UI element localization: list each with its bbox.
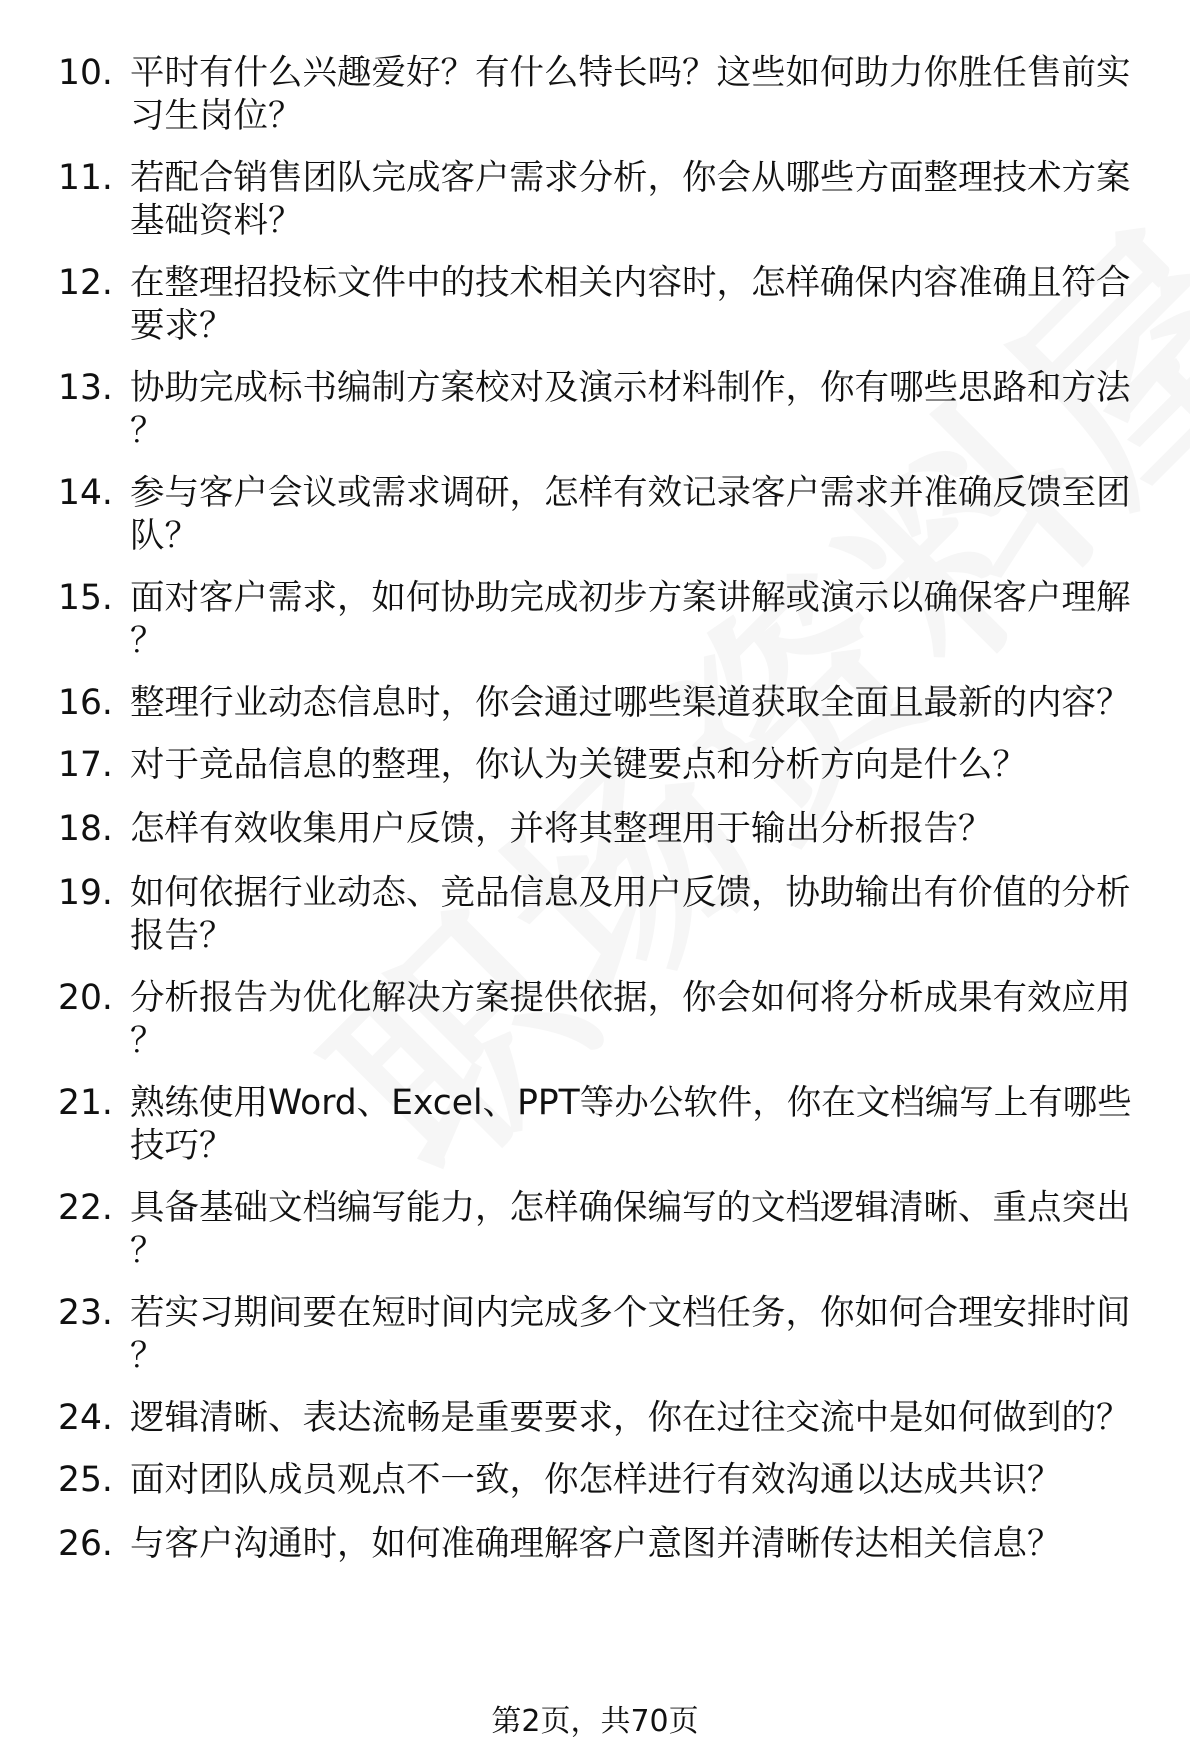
- list-item: [58, 1397, 1148, 1440]
- item-number: 17.: [58, 745, 113, 785]
- item-text: 面对客户需求，如何协助完成初步方案讲解或演示以确保客户理解？: [130, 578, 1131, 661]
- item-text: 整理行业动态信息时，你会通过哪些渠道获取全面且最新的内容？: [130, 683, 1131, 723]
- list-item: [58, 977, 1148, 1063]
- item-number: 24.: [58, 1398, 113, 1438]
- item-number: 26.: [58, 1524, 113, 1564]
- item-text: 参与客户会议或需求调研，怎样有效记录客户需求并准确反馈至团队？: [130, 473, 1131, 556]
- list-item: [58, 682, 1148, 725]
- item-text: 若实习期间要在短时间内完成多个文档任务，你如何合理安排时间？: [130, 1293, 1131, 1376]
- item-number: 11.: [58, 158, 113, 198]
- item-text: 与客户沟通时，如何准确理解客户意图并清晰传达相关信息？: [130, 1524, 1062, 1564]
- item-number: 20.: [58, 978, 113, 1018]
- item-text: 平时有什么兴趣爱好？有什么特长吗？这些如何助力你胜任售前实习生岗位？: [130, 53, 1131, 136]
- item-text: 协助完成标书编制方案校对及演示材料制作，你有哪些思路和方法？: [130, 368, 1131, 451]
- list-item: [58, 1459, 1148, 1502]
- list-item: [58, 1523, 1148, 1566]
- item-number: 14.: [58, 473, 113, 513]
- item-text: 具备基础文档编写能力，怎样确保编写的文档逻辑清晰、重点突出？: [130, 1188, 1131, 1271]
- item-text: 怎样有效收集用户反馈，并将其整理用于输出分析报告？: [130, 809, 993, 849]
- item-number: 19.: [58, 873, 113, 913]
- item-text: 若配合销售团队完成客户需求分析，你会从哪些方面整理技术方案基础资料？: [130, 158, 1131, 241]
- list-item: [58, 1187, 1148, 1273]
- item-number: 10.: [58, 53, 113, 93]
- page-indicator: 第2页，共70页: [491, 1704, 699, 1739]
- list-item: [58, 157, 1148, 243]
- item-number: 16.: [58, 683, 113, 723]
- list-item: [58, 367, 1148, 453]
- item-text: 面对团队成员观点不一致，你怎样进行有效沟通以达成共识？: [130, 1460, 1062, 1500]
- item-number: 23.: [58, 1293, 113, 1333]
- list-item: [58, 808, 1148, 851]
- list-item: [58, 872, 1148, 958]
- list-item: [58, 1082, 1148, 1168]
- list-item: [58, 262, 1148, 348]
- list-item: [58, 744, 1148, 787]
- list-item: [58, 1292, 1148, 1378]
- list-item: [58, 577, 1148, 663]
- item-text: 在整理招投标文件中的技术相关内容时，怎样确保内容准确且符合要求？: [130, 263, 1131, 346]
- item-number: 13.: [58, 368, 113, 408]
- item-text: 如何依据行业动态、竞品信息及用户反馈，协助输出有价值的分析报告？: [130, 873, 1131, 956]
- item-number: 12.: [58, 263, 113, 303]
- item-number: 18.: [58, 809, 113, 849]
- item-text: 熟练使用Word、Excel、PPT等办公软件，你在文档编写上有哪些技巧？: [130, 1083, 1132, 1166]
- item-number: 22.: [58, 1188, 113, 1228]
- item-text: 逻辑清晰、表达流畅是重要要求，你在过往交流中是如何做到的？: [130, 1398, 1131, 1438]
- item-text: 对于竞品信息的整理，你认为关键要点和分析方向是什么？: [130, 745, 1027, 785]
- item-text: 分析报告为优化解决方案提供依据，你会如何将分析成果有效应用？: [130, 978, 1131, 1061]
- item-number: 25.: [58, 1460, 113, 1500]
- item-number: 21.: [58, 1083, 113, 1123]
- item-number: 15.: [58, 578, 113, 618]
- list-item: [58, 472, 1148, 558]
- list-item: [58, 52, 1148, 138]
- question-list: [58, 52, 1148, 1587]
